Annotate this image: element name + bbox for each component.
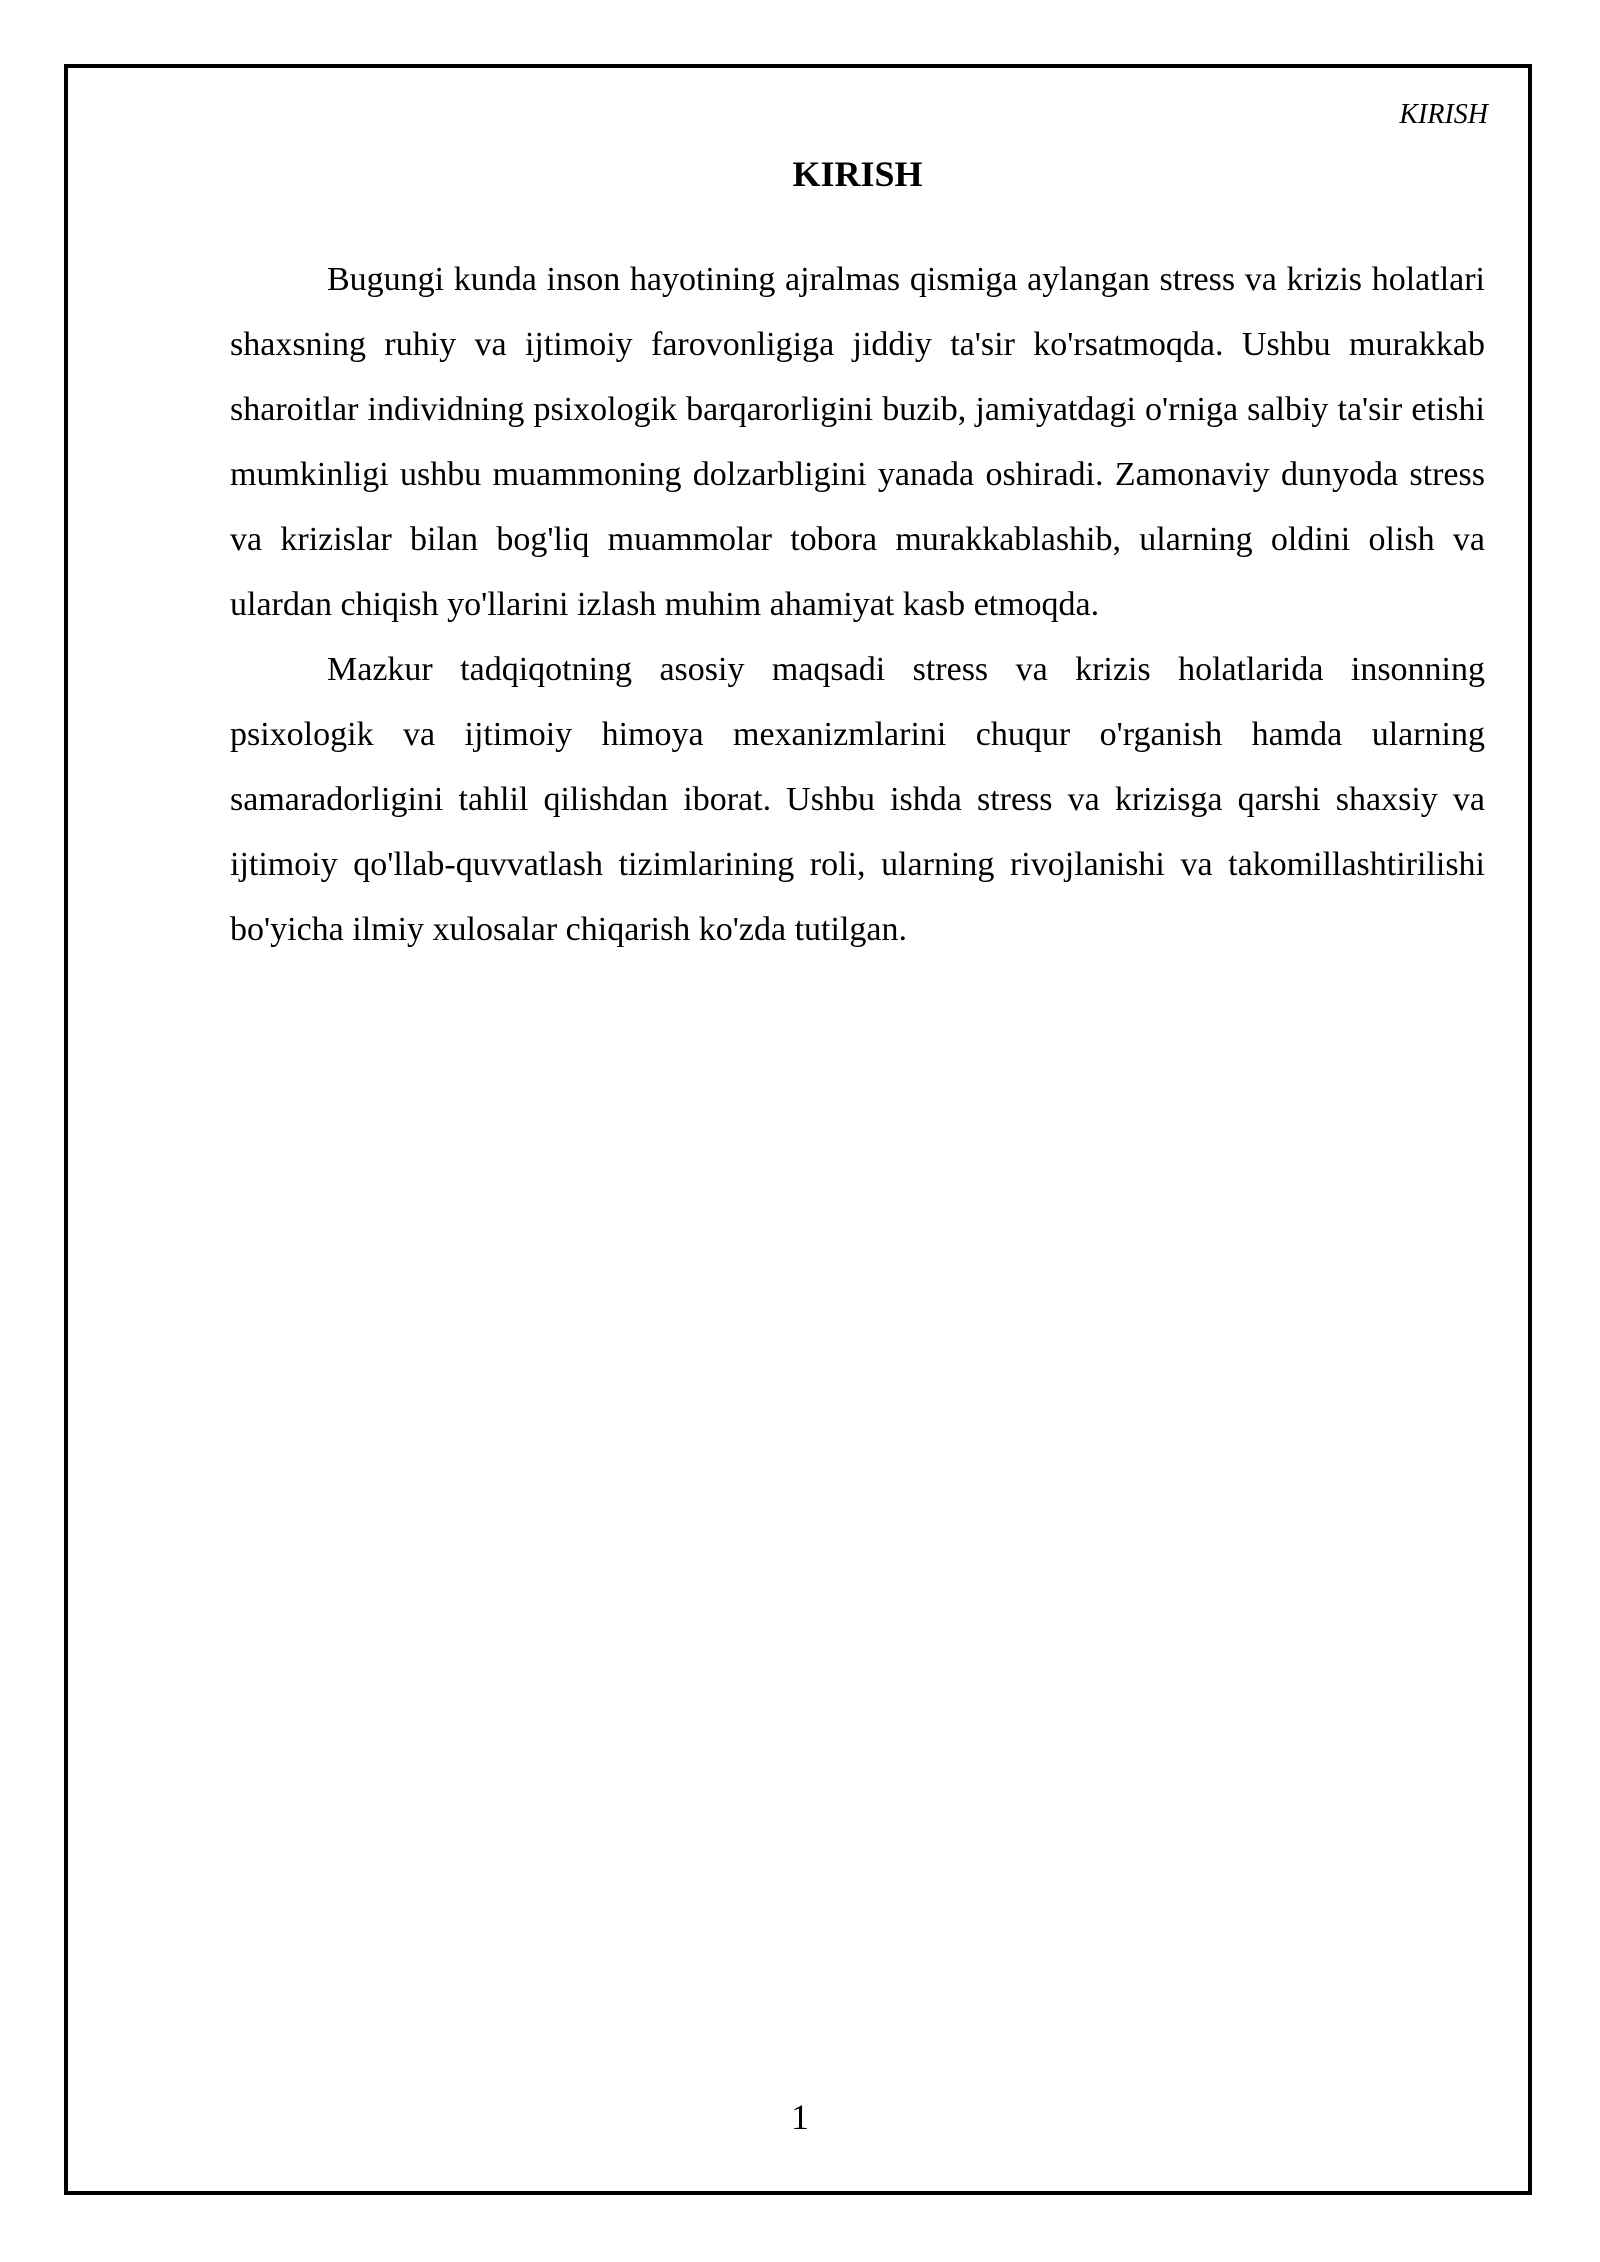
body-text [230, 247, 1485, 962]
running-header: KIRISH [1399, 99, 1488, 130]
paragraph: Bugungi kunda inson hayotining ajralmas qismiga aylangan stress va krizis holatlari shaxsning ruhiy va ijtimoiy farovonligiga jiddiy ta'sir ko'rsatmoqda. Ushbu murakkab sharoitlar individning psixologik barqarorligini buzib, jamiyatdagi o'rniga salbiy ta'sir etishi mumkinligi ushbu muammoning dolzarbligini yanada oshiradi. Zamonaviy dunyoda stress va krizislar bilan bog'liq muammolar tobora murakkablashib, ularning oldini olish va ulardan chiqish yo'llarini izlash muhim ahamiyat kasb etmoqda. [230, 261, 1485, 623]
paragraph: Mazkur tadqiqotning asosiy maqsadi stress va krizis holatlarida insonning psixologik va ijtimoiy himoya mexanizmlarini chuqur o'rganish hamda ularning samaradorligini tahlil qilishdan iborat. Ushbu ishda stress va krizisga qarshi shaxsiy va ijtimoiy qo'llab-quvvatlash tizimlarining roli, ularning rivojlanishi va takomillashtirilishi bo'yicha ilmiy xulosalar chiqarish ko'zda tutilgan. [230, 651, 1485, 948]
page-number: 1 [791, 2097, 809, 2137]
section-title: KIRISH [792, 154, 923, 194]
